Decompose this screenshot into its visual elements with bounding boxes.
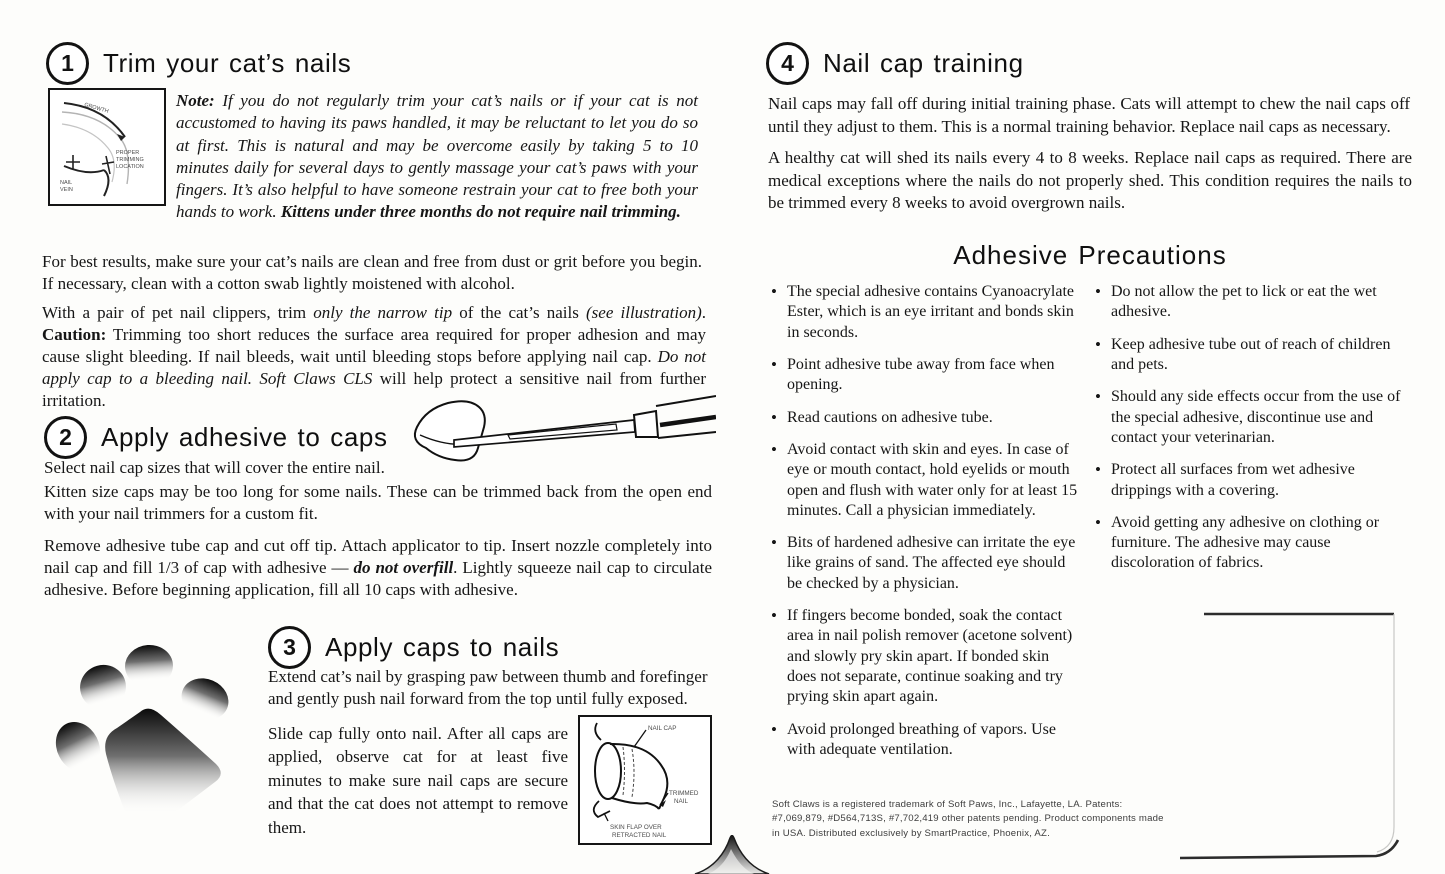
text-segment: . Lightly squeeze nail cap to circulate adhesive. Before beginning application, fill all 10 caps with adhesive. — [44, 557, 712, 599]
cat-ear-illustration — [694, 835, 770, 874]
section-2-title: Apply adhesive to caps — [101, 422, 388, 452]
nail-cap-label: NAIL CAP — [648, 725, 677, 732]
cap-dashed-line-1 — [623, 747, 625, 795]
nail-outline — [62, 112, 128, 184]
section-2-number-badge: 2 — [44, 416, 87, 459]
text-segment: With a pair of pet nail clippers, trim — [42, 303, 314, 322]
section-1-number-badge: 1 — [46, 42, 89, 85]
trimmed-nail-label-2: NAIL — [674, 798, 688, 805]
kitten-caps-paragraph: Kitten size caps may be too long for some nails. These can be trimmed back from the open end with your nail trimmers for a custom fit. — [44, 482, 712, 523]
note-label: Note: — [176, 91, 215, 110]
growth-label: GROWTH — [83, 102, 110, 115]
trim-note-paragraph — [176, 90, 698, 224]
slide-cap-paragraph: Slide cap fully onto nail. After all caps are applied, observe cat for at least five minutes to make sure nail caps are secure and that the cat does not attempt to remove them. — [268, 724, 568, 837]
precautions-column-left — [770, 282, 1082, 772]
precaution-item: • Keep adhesive tube out of reach of children and pets. — [1094, 335, 1410, 376]
text-segment-italic: Do not apply cap to a bleeding nail. Soft Claws CLS — [42, 346, 706, 388]
precaution-item: • Do not allow the pet to lick or eat the wet adhesive. — [1094, 282, 1410, 323]
precaution-item: • Avoid getting any adhesive on clothing or furniture. The adhesive may cause discoloration of fabrics. — [1094, 513, 1410, 574]
trim-location-label-3: LOCATION — [116, 164, 144, 170]
card-bottom-edge — [1180, 840, 1398, 858]
vein-curve — [64, 166, 104, 172]
do-not-overfill-emphasis: do not overfill — [353, 557, 454, 577]
trimmed-nail-label-1: TRIMMED — [669, 790, 699, 797]
cap-open-end — [595, 743, 621, 799]
adhesive-precautions-title: Adhesive Precautions — [953, 240, 1227, 270]
training-paragraph-2: A healthy cat will shed its nails every 4 to 8 weeks. Replace nail caps as required. There are medical exceptions where the nails do not properly shed. This condition requires the nails to be trimmed every 8 weeks to avoid overgrown nails. — [768, 148, 1412, 213]
precaution-item: • Avoid prolonged breathing of vapors. Use with adequate ventilation. — [770, 720, 1082, 761]
applicator-collar — [634, 411, 658, 437]
fill-adhesive-paragraph — [44, 535, 712, 601]
precaution-item: • Should any side effects occur from the use of the special adhesive, discontinue use and contact your veterinarian. — [1094, 387, 1410, 448]
skin-flap-leader-line — [604, 813, 608, 821]
trademark-fine-print: Soft Claws is a registered trademark of Soft Paws, Inc., Lafayette, LA. Patents: #7,069,879, #D564,713S, #7,702,419 other patents pending. Product components made in USA. Distributed exclusively by SmartPractice, Phoenix, AZ. — [772, 799, 1164, 839]
text-segment: will help protect a sensitive nail from further irritation. — [42, 368, 706, 410]
note-bold-sentence: Kittens under three months do not require nail trimming. — [280, 202, 681, 222]
tube-top-line — [656, 396, 716, 406]
text-segment: of the cat’s nails — [452, 303, 586, 322]
text-segment: Remove adhesive tube cap and cut off tip. Attach applicator to tip. Insert nozzle completely into nail cap and fill 1/3 of cap with adhesive — — [44, 536, 712, 577]
card-right-edge — [1377, 614, 1394, 852]
trim-location-label-1: PROPER — [116, 150, 140, 156]
cap-dashed-line-2 — [632, 749, 634, 797]
paw-print-illustration — [45, 635, 245, 873]
precaution-item: • The special adhesive contains Cyanoacrylate Ester, which is an eye irritant and bonds skin in seconds. — [770, 282, 1082, 343]
precaution-item: • Point adhesive tube away from face when opening. — [770, 355, 1082, 396]
toe-pad-mid-right — [124, 643, 175, 688]
section-3-number-badge: 3 — [268, 626, 311, 669]
skin-flap-label-1: SKIN FLAP OVER — [610, 824, 662, 831]
claw-tip-curve — [104, 170, 109, 196]
skin-flap-top — [595, 723, 601, 740]
nail-vein-label-2: VEIN — [60, 187, 73, 193]
nail-cap-diagram-illustration — [580, 717, 709, 842]
section-4-number-badge: 4 — [766, 42, 809, 85]
training-paragraph-1: Nail caps may fall off during initial training phase. Cats will attempt to chew the nail caps off until they adjust to them. This is a normal training behavior. Replace nail caps as necessary. — [768, 94, 1410, 136]
nail-cap-diagram-frame — [578, 715, 712, 845]
text-segment: If you do not regularly trim your cat’s nails or if your cat is not accustomed to having its paws handled, it may be reluctant to let you do so at first. This is natural and may be overcome easily by taking 5 to 10 minutes daily for several days to gently massage your cat’s paws with your fingers. It’s also helpful to have someone restrain your cat to free both your hands to work. — [176, 91, 698, 222]
best-results-paragraph: For best results, make sure your cat’s nails are clean and free from dust or grit before you begin. If necessary, clean with a cotton swab lightly moistened with alcohol. — [42, 252, 702, 293]
section-4-header — [766, 42, 1024, 85]
trim-location-mark — [102, 156, 114, 174]
nail-trim-diagram-frame — [48, 88, 166, 206]
select-caps-line: Select nail cap sizes that will cover the entire nail. — [44, 458, 385, 477]
text-segment-italic: (see illustration) — [586, 303, 702, 322]
trim-location-label-2: TRIMMING — [116, 157, 144, 163]
overlapping-card-outline — [1180, 601, 1420, 869]
precaution-item: • Protect all surfaces from wet adhesive drippings with a covering. — [1094, 460, 1410, 501]
section-4-title: Nail cap training — [823, 48, 1024, 78]
tube-bottom-line — [658, 432, 716, 438]
text-segment-italic: only the narrow tip — [313, 303, 453, 322]
section-1-header — [46, 42, 351, 85]
nail-cap-leader-line — [634, 730, 646, 747]
cap-bottom-curve — [612, 798, 659, 809]
section-3-title: Apply caps to nails — [325, 632, 560, 662]
precautions-column-right — [1094, 282, 1410, 586]
precaution-item: • Read cautions on adhesive tube. — [770, 408, 1082, 428]
caution-label: Caution: — [42, 324, 107, 344]
text-segment: . — [701, 303, 706, 322]
precaution-item: • If fingers become bonded, soak the contact area in nail polish remover (acetone solvent) and slowly pry skin apart. If bonded skin does not separate, continue soaking and try prying skin apart again. — [770, 606, 1082, 708]
skin-flap-label-2: RETRACTED NAIL — [612, 832, 667, 839]
main-pad — [105, 709, 221, 834]
toe-pad-mid-left — [75, 660, 131, 715]
skin-flap-bottom — [594, 801, 610, 817]
section-3-header — [268, 626, 559, 669]
section-2-header — [44, 416, 388, 459]
nail-trim-diagram-illustration — [50, 90, 163, 203]
toe-pad-left — [47, 714, 108, 779]
nail-cap-shape — [415, 401, 485, 460]
precaution-item: • Avoid contact with skin and eyes. In case of eye or mouth contact, hold eyelids or mouth open and flush with water only for at least 15 minutes. Call a physician immediately. — [770, 440, 1082, 521]
toe-pad-right — [175, 671, 235, 727]
extend-nail-paragraph: Extend cat’s nail by grasping paw between thumb and forefinger and gently push nail forward from the top until fully exposed. — [268, 667, 708, 708]
precaution-item: • Bits of hardened adhesive can irritate the eye like grains of sand. The affected eye should be checked by a physician. — [770, 533, 1082, 594]
text-segment: Trimming too short reduces the surface area required for proper adhesion and may cause slight bleeding. If nail bleeds, wait until bleeding stops before applying nail cap. — [42, 324, 706, 366]
section-1-title: Trim your cat’s nails — [103, 48, 352, 78]
tube-dark-band — [660, 417, 716, 425]
nail-vein-label-1: NAIL — [60, 180, 73, 186]
